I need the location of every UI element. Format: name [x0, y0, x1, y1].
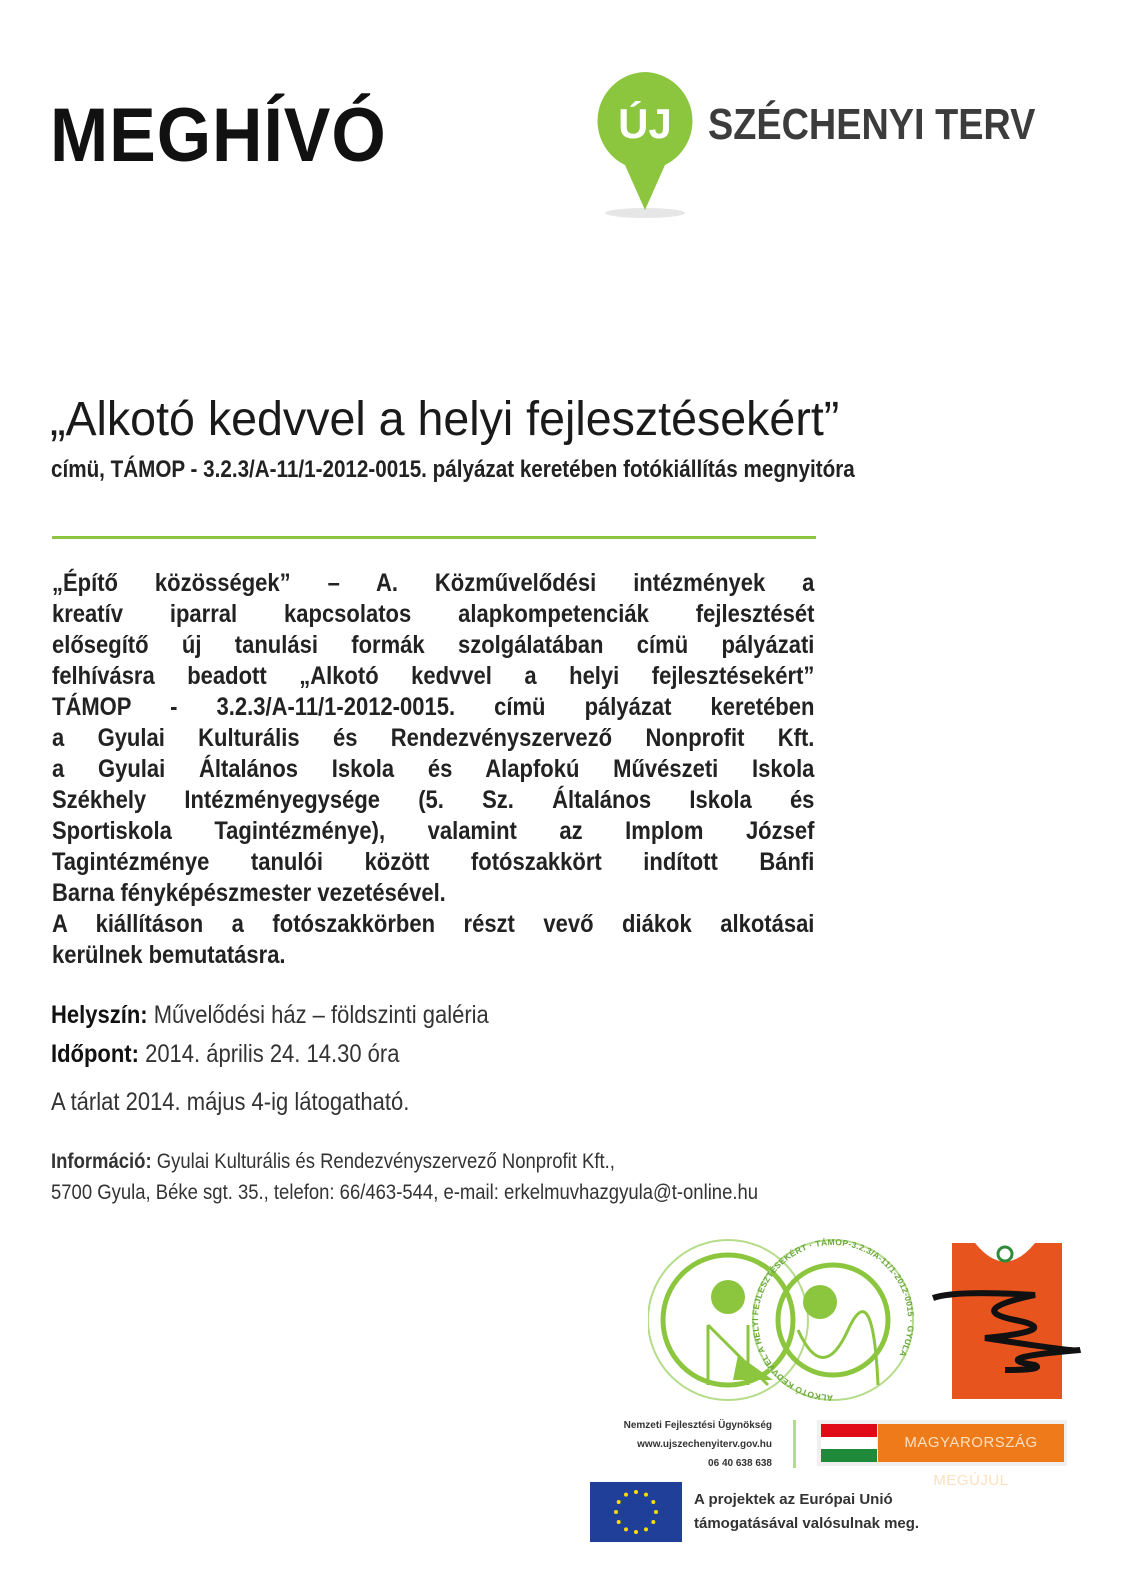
eu-star: [651, 1500, 655, 1504]
footer-divider: [793, 1420, 796, 1468]
body-line: kerülnek bemutatásra.: [52, 941, 286, 969]
seal-curved-text: ALKOTÓ KEDVVEL A HELYI FEJLESZTÉSEKÉRT · TÁMOP-3.2.3/A-11/1-2012-0015 · GYULA: [750, 1236, 917, 1404]
nfu-info: Nemzeti Fejlesztési Ügynökség www.ujszechenyiterv.gov.hu 06 40 638 638: [623, 1420, 772, 1469]
body-line: a Gyulai Kulturális és Rendezvényszervező Nonprofit Kft.: [52, 724, 815, 752]
contact-line-2: 5700 Gyula, Béke sgt. 35., telefon: 66/463-544, e-mail: erkelmuvhazgyula@t-online.hu: [51, 1181, 759, 1204]
eu-flag-icon: [590, 1482, 682, 1542]
body-line: TÁMOP - 3.2.3/A-11/1-2012-0015. címü pályázat keretében: [52, 693, 815, 721]
body-line: Székhely Intézményegysége (5. Sz. Általános Iskola és: [52, 786, 815, 814]
body-line: a Gyulai Általános Iskola és Alapfokú Művészeti Iskola: [52, 755, 815, 783]
hungarian-flag-icon: [821, 1424, 877, 1462]
eu-star: [634, 1530, 638, 1534]
eu-star: [644, 1493, 648, 1497]
body-line: felhívásra beadott „Alkotó kedvvel a helyi fejlesztésekért”: [52, 662, 815, 690]
body-text: [52, 568, 815, 971]
body-line: kreatív iparral kapcsolatos alapkompetenciák fejlesztését: [52, 600, 815, 628]
body-line: Sportiskola Tagintézménye), valamint az Implom József: [52, 817, 815, 845]
project-seal-logo: [648, 1235, 918, 1405]
eu-star: [617, 1520, 621, 1524]
location: Helyszín: Művelődési ház – földszinti galéria: [51, 1001, 489, 1029]
open-until: A tárlat 2014. május 4-ig látogatható.: [51, 1088, 410, 1116]
uj-szechenyi-terv-logo: [590, 68, 700, 223]
body-line: Tagintézménye tanulói között fotószakkört indított Bánfi: [52, 848, 815, 876]
brand-name: SZÉCHENYI TERV: [708, 100, 1036, 149]
mo-label: MAGYARORSZÁG MEGÚJUL: [878, 1424, 1064, 1462]
time: Időpont: 2014. április 24. 14.30 óra: [51, 1040, 400, 1068]
event-subtitle: címü, TÁMOP - 3.2.3/A-11/1-2012-0015. pályázat keretében fotókiállítás megnyitóra: [51, 456, 855, 483]
eu-star: [624, 1493, 628, 1497]
body-line: A kiállításon a fotószakkörben részt vevő diákok alkotásai: [52, 910, 815, 938]
contact-line-1: Információ: Gyulai Kulturális és Rendezvényszervező Nonprofit Kft.,: [51, 1150, 615, 1173]
logo-mark-text: ÚJ: [618, 100, 672, 147]
eu-star: [634, 1490, 638, 1494]
event-title: „Alkotó kedvvel a helyi fejlesztésekért”: [50, 393, 840, 446]
cultural-centre-logo: [925, 1240, 1085, 1402]
eu-support-text: A projektek az Európai Unió támogatásával valósulnak meg.: [694, 1491, 920, 1532]
body-line: „Építő közösségek” – A. Közművelődési intézmények a: [52, 569, 815, 597]
invitation-heading: MEGHÍVÓ: [50, 93, 387, 178]
eu-star: [614, 1510, 618, 1514]
divider: [52, 536, 816, 539]
body-line: Barna fényképészmester vezetésével.: [52, 879, 446, 907]
eu-star: [651, 1520, 655, 1524]
eu-star: [617, 1500, 621, 1504]
eu-star: [654, 1510, 658, 1514]
body-line: elősegítő új tanulási formák szolgálatában címü pályázati: [52, 631, 815, 659]
eu-star: [644, 1527, 648, 1531]
eu-star: [624, 1527, 628, 1531]
